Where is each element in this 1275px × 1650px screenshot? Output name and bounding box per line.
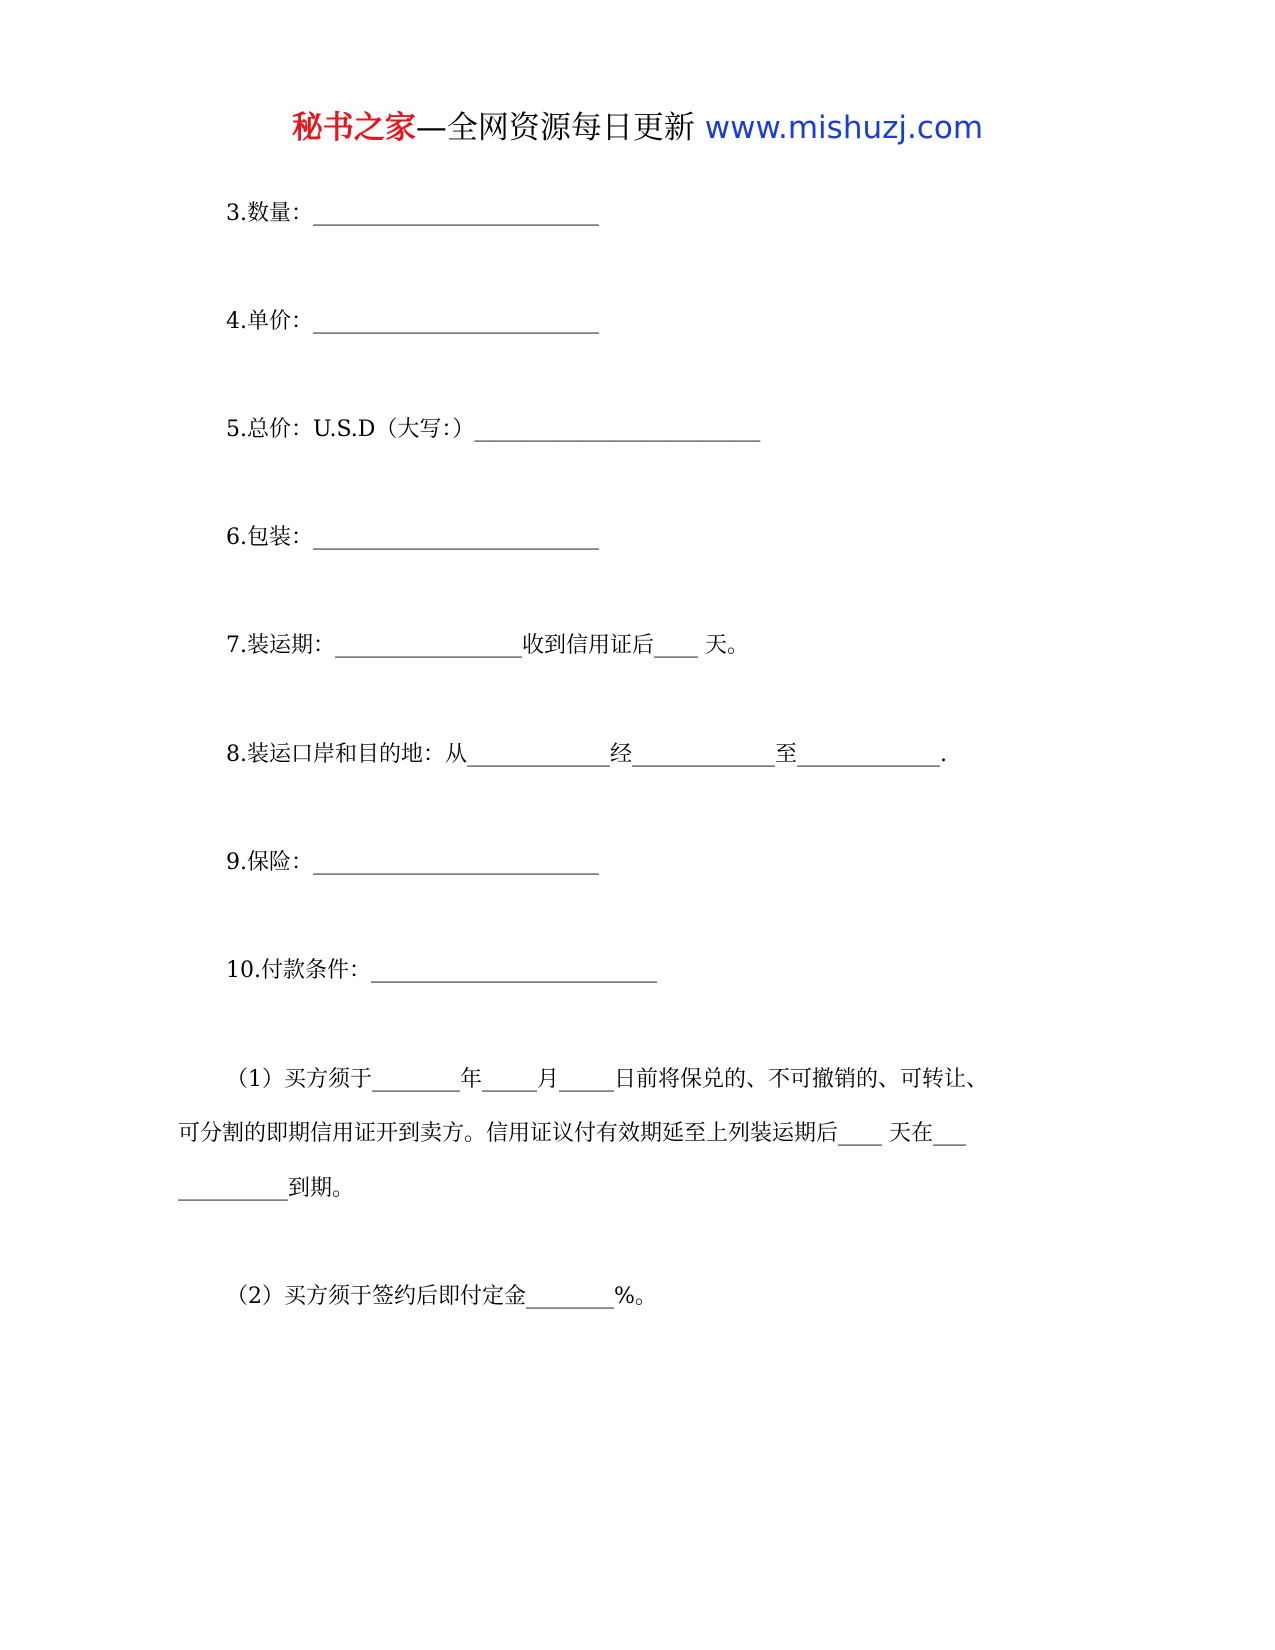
website-link[interactable]: www.mishuzj.com (704, 110, 984, 146)
item-shipment-period: 7.装运期：_________________收到信用证后____ 天。 (226, 633, 749, 658)
item-insurance: 9.保险：__________________________ (226, 850, 599, 875)
clause-1-line-1: （1）买方须于________年_____月_____日前将保兑的、不可撤销的、可转让、 (226, 1067, 988, 1092)
header-tagline: —全网资源每日更新 (415, 110, 705, 146)
item-ports: 8.装运口岸和目的地：从_____________经_____________至_____________. (226, 742, 947, 767)
item-unit-price: 4.单价：__________________________ (226, 309, 599, 334)
clause-2-line-1: （2）买方须于签约后即付定金________%。 (226, 1284, 657, 1309)
item-payment-terms: 10.付款条件：__________________________ (226, 958, 657, 983)
clause-1-line-3: __________到期。 (178, 1176, 355, 1201)
item-packing: 6.包装：__________________________ (226, 525, 599, 550)
clause-1-line-2: 可分割的即期信用证开到卖方。信用证议付有效期延至上列装运期后____ 天在___ (178, 1121, 966, 1146)
item-total-price: 5.总价：U.S.D（大写：）__________________________ (226, 417, 761, 442)
page-header (0, 102, 1275, 147)
brand-name: 秘书之家 (291, 110, 416, 146)
item-quantity: 3.数量：__________________________ (226, 201, 599, 226)
